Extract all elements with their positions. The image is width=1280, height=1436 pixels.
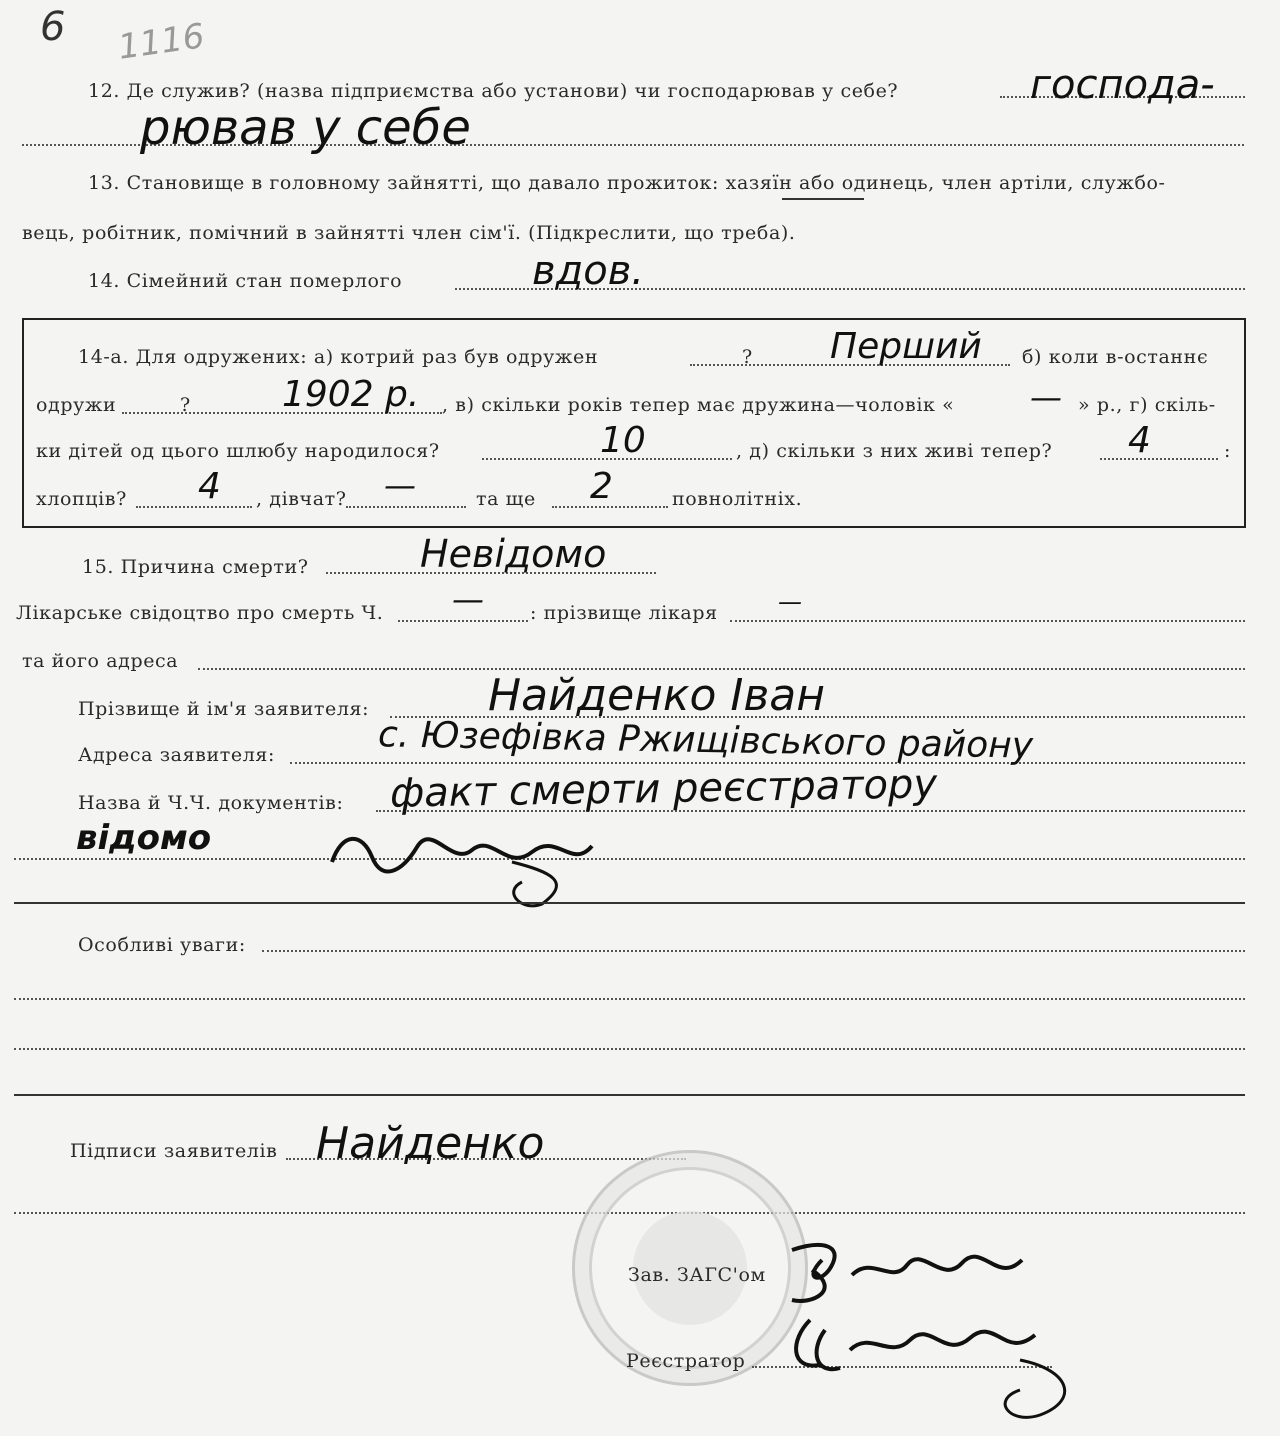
q12-answer-1: господа- (1030, 62, 1215, 108)
q14a-line2-answer: 1902 р. (282, 374, 420, 415)
medical-label-a: Лікарське свідоцтво про смерть Ч. (16, 602, 384, 624)
q14a-line4-answer2: — (384, 466, 416, 504)
applicant-docs-answer-1: факт смерти реєстратору (389, 761, 938, 817)
notes-label: Особливі уваги: (78, 934, 246, 956)
notes-dots-1 (262, 950, 1245, 952)
q14a-line2-c: » р., г) скіль- (1078, 394, 1216, 416)
q14a-line1-answer: Перший (830, 326, 982, 367)
head-zags-label: Зав. ЗАГС'ом (628, 1264, 766, 1286)
applicant-docs-dots-2 (14, 858, 1245, 860)
medical-dots-b (730, 620, 1245, 622)
q14a-line4-d: повнолітніх. (672, 488, 803, 510)
medical-dots-a (398, 620, 528, 622)
q14a-line4-dots-1 (136, 506, 252, 508)
registrar-signature-small (322, 812, 622, 912)
q14a-line2-dash: — (1030, 378, 1062, 416)
q15-answer: Невідомо (420, 532, 607, 576)
medical-label-b: : прізвище лікаря (530, 602, 718, 624)
registrar-label: Реєстратор (626, 1350, 746, 1372)
q14a-line2-b: , в) скільки років тепер має дружина—чоловік « (442, 394, 955, 416)
section-rule-2 (14, 1094, 1245, 1096)
q14-answer: вдов. (532, 248, 644, 294)
q12-answer-2: рював у себе (140, 100, 471, 156)
medical-address-label: та його адреса (22, 650, 179, 672)
applicant-address-answer: с. Юзефівка Ржищівського району (377, 714, 1034, 767)
q15-label: 15. Причина смерти? (82, 556, 309, 578)
notes-dots-2 (14, 998, 1245, 1000)
q14a-line4-a: хлопців? (36, 488, 127, 510)
q12-label: 12. Де служив? (назва підприємства або установи) чи господарював у себе? (88, 80, 899, 102)
applicant-name-label: Прізвище й ім'я заявителя: (78, 698, 370, 720)
q14a-line4-dots-2 (346, 506, 466, 508)
q13-line1: 13. Становище в головному зайнятті, що давало прожиток: хазяїн або одинець, член артіли, службо- (88, 172, 1166, 194)
q14a-line3-a: ки дітей од цього шлюбу народилося? (36, 440, 440, 462)
q14a-line4-answer1: 4 (198, 466, 221, 507)
corner-note: 1116 (115, 16, 207, 68)
q13-line2: вець, робітник, помічний в зайнятті член сім'ї. (Підкреслити, що треба). (22, 222, 796, 244)
q14a-line4-c: та ще (476, 488, 536, 510)
q14a-line1-a: 14-а. Для одружених: а) котрий раз був одружен (78, 346, 599, 368)
q14a-line3-answer: 10 (600, 420, 646, 461)
q14a-line4-b: , дівчат? (256, 488, 347, 510)
medical-dash-b: — (778, 588, 802, 616)
q14a-line1-q: ? (742, 346, 753, 368)
applicant-name-answer: Найденко Іван (488, 670, 826, 721)
q14a-line3-dots-2 (1100, 458, 1218, 460)
registrar-signature (780, 1290, 1100, 1430)
corner-number: 6 (40, 4, 66, 50)
q14a-line3-b: , д) скільки з них живі тепер? (736, 440, 1053, 462)
notes-dots-3 (14, 1048, 1245, 1050)
applicants-signature-label: Підписи заявителів (70, 1140, 278, 1162)
q14a-line2-q: ? (180, 394, 191, 416)
q14a-line1-b: б) коли в-останнє (1022, 346, 1209, 368)
section-rule-1 (14, 902, 1245, 904)
q14a-line4-answer3: 2 (590, 466, 613, 507)
q14-label: 14. Сімейний стан померлого (88, 270, 403, 292)
applicant-address-label: Адреса заявителя: (78, 744, 275, 766)
q14a-line3-colon: : (1224, 440, 1232, 462)
medical-dash-a: — (452, 580, 484, 618)
q14a-line2-a: одружи (36, 394, 117, 416)
applicants-signature: Найденко (316, 1118, 545, 1169)
q13-underline-hazyain (782, 198, 864, 200)
q14a-line3-answer2: 4 (1128, 420, 1151, 461)
applicant-docs-label: Назва й Ч.Ч. документів: (78, 792, 344, 814)
applicant-docs-answer-2: відомо (76, 818, 212, 858)
